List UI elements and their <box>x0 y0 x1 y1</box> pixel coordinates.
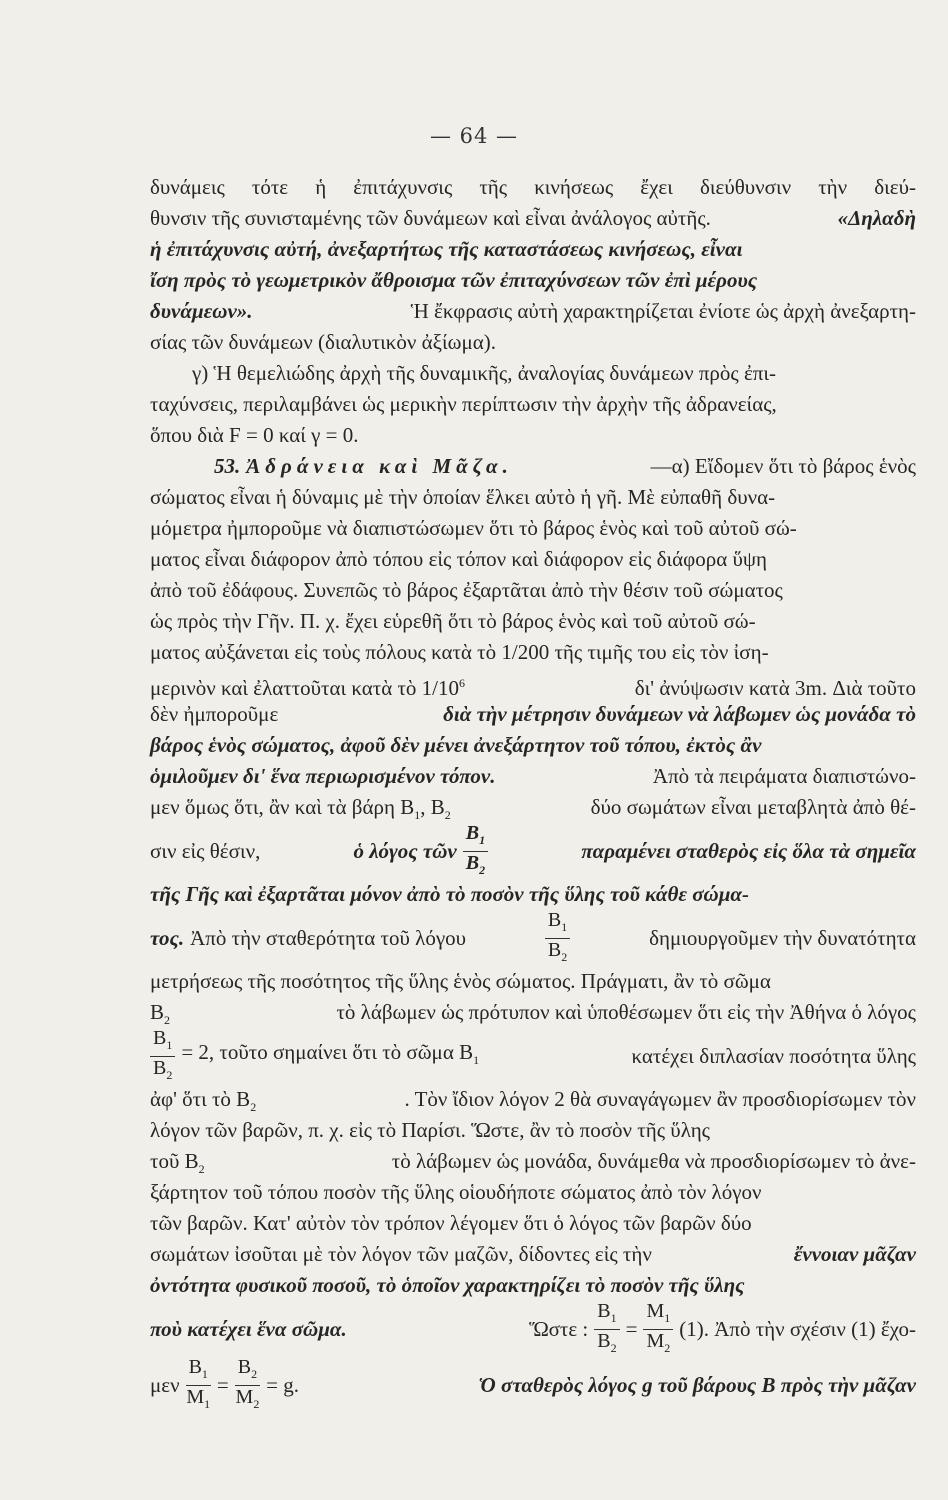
text-line-14: ἀπὸ τοῦ ἐδάφους. Συνεπῶς τὸ βάρος ἐξαρτᾶται ἀπὸ τὴν θέσιν τοῦ σώματος <box>150 578 783 602</box>
text-line-20: ὁμιλοῦμεν δι' ἕνα περιωρισμένον τόπον. Ἀπὸ τὰ πειράματα διαπιστώνο- <box>150 764 916 788</box>
text-line-17: μερινὸν καὶ ἐλαττοῦται κατὰ τὸ $1/10^6$ δι' ἀνύψωσιν κατὰ 3m. Διὰ τοῦτο <box>150 676 916 700</box>
fraction-b1-over-b2: $\frac{B_1}{B_2}$ <box>545 909 570 968</box>
section-number: 53. <box>214 454 241 478</box>
text-line-7: γ) Ἡ θεμελιώδης ἀρχὴ τῆς δυναμικῆς, ἀναλογίας δυνάμεων πρὸς ἐπι- <box>192 361 777 385</box>
text-line-3: ἡ ἐπιτάχυνσις αὐτή, ἀνεξαρτήτως τῆς καταστάσεως κινήσεως, εἶναι <box>150 237 743 261</box>
fraction-m1-over-m2: $\frac{M_1}{M_2}$ <box>643 1300 673 1359</box>
text-line-4: ἴση πρὸς τὸ γεωμετρικὸν ἄθροισμα τῶν ἐπιταχύνσεων τῶν ἐπὶ μέρους <box>150 268 758 292</box>
text-line-27: $\frac{B_1}{B_2}$ = 2, τοῦτο σημαίνει ὅτι τὸ σῶμα $B_1$ κατέχει διπλασίαν ποσότητα ὕλης <box>150 1028 916 1084</box>
text-line-9: ὅπου διὰ F = 0 καί γ = 0. <box>150 423 359 447</box>
fraction-b2-over-m2: $\frac{B_2}{M_2}$ <box>235 1355 260 1411</box>
text-line-21: μεν ὅμως ὅτι, ἂν καὶ τὰ βάρη $B_1$, $B_2$ δύο σωμάτων εἶναι μεταβλητὰ ἀπὸ θέ- <box>150 795 916 823</box>
text-line-12: μόμετρα ἠμποροῦμε νὰ διαπιστώσωμεν ὅτι τὸ βάρος ἑνὸς καὶ τοῦ αὐτοῦ σώ- <box>150 516 797 540</box>
page-number: — 64 — <box>429 124 519 148</box>
fraction-b1-over-b2: $\frac{B_1}{B_2}$ <box>463 822 488 881</box>
text-line-33: σωμάτων ἰσοῦται μὲ τὸν λόγον τῶν μαζῶν, δίδοντες εἰς τὴν ἔννοιαν μᾶζαν <box>150 1242 916 1266</box>
text-line-13: ματος εἶναι διάφορον ἀπὸ τόπου εἰς τόπον καὶ διάφορον εἰς διάφορα ὕψη <box>150 547 768 571</box>
text-line-31: ξάρτητον τοῦ τόπου ποσὸν τῆς ὕλης οἱουδήποτε σώματος ἀπὸ τὸν λόγον <box>150 1180 762 1204</box>
text-line-32: τῶν βαρῶν. Κατ' αὐτὸν τὸν τρόπον λέγομεν ὅτι ὁ λόγος τῶν βαρῶν δύο <box>150 1211 752 1235</box>
text-line-26: $B_2$ τὸ λάβωμεν ὡς πρότυπον καὶ ὑποθέσωμεν ὅτι εἰς τὴν Ἀθήνα ὁ λόγος <box>150 1000 916 1028</box>
text-line-30: τοῦ $B_2$ τὸ λάβωμεν ὡς μονάδα, δυνάμεθα νὰ προσδιορίσωμεν τὸ ἀνε- <box>150 1149 916 1177</box>
fraction-b1-over-b2: $\frac{B_1}{B_2}$ <box>594 1300 619 1359</box>
text-line-28: ἀφ' ὅτι τὸ $B_2$ . Τὸν ἴδιον λόγον 2 θὰ συναγάγωμεν ἂν προσδιορίσωμεν τὸν <box>150 1087 916 1115</box>
text-line-6: σίας τῶν δυνάμεων (διαλυτικὸν ἀξίωμα). <box>150 330 496 354</box>
text-line-5: δυνάμεων». Ἡ ἔκφρασις αὐτὴ χαρακτηρίζεται ἐνίοτε ὡς ἀρχὴ ἀνεξαρτη- <box>150 299 916 323</box>
text-line-29: λόγον τῶν βαρῶν, π. χ. εἰς τὸ Παρίσι. Ὥστε, ἂν τὸ ποσὸν τῆς ὕλης <box>150 1118 710 1142</box>
text-line-22: σιν εἰς θέσιν, ὁ λόγος τῶν $\frac{B_1}{B_2}$ παραμένει σταθερὸς εἰς ὅλα τὰ σημεῖα <box>150 823 916 879</box>
text-line-16: ματος αὐξάνεται εἰς τοὺς πόλους κατὰ τὸ 1/200 τῆς τιμῆς του εἰς τὸν ἰση- <box>150 640 769 664</box>
body-text <box>150 172 916 1413</box>
text-line-8: ταχύνσεις, περιλαμβάνει ὡς μερικὴν περίπτωσιν τὴν ἀρχὴν τῆς ἀδρανείας, <box>150 392 777 416</box>
text-line-36: μεν $\frac{B_1}{M_1}$ = $\frac{B_2}{M_2}$ = g. Ὁ σταθερὸς λόγος g τοῦ βάρους B πρὸς τὴν μᾶζαν <box>150 1357 916 1413</box>
fraction-b1-over-b2: $\frac{B_1}{B_2}$ <box>150 1027 175 1086</box>
text-line-23: τῆς Γῆς καὶ ἐξαρτᾶται μόνον ἀπὸ τὸ ποσὸν τῆς ὕλης τοῦ κάθε σώμα- <box>150 882 750 906</box>
text-line-11: σώματος εἶναι ἡ δύναμις μὲ τὴν ὁποίαν ἕλκει αὐτὸ ἡ γῆ. Μὲ εὐπαθῆ δυνα- <box>150 485 776 509</box>
text-line-15: ὡς πρὸς τὴν Γῆν. Π. χ. ἔχει εὑρεθῆ ὅτι τὸ βάρος ἑνὸς καὶ τοῦ αὐτοῦ σώ- <box>150 609 756 633</box>
text-line-2: θυνσιν τῆς συνισταμένης τῶν δυνάμεων καὶ εἶναι ἀνάλογος αὐτῆς. «Δηλαδὴ <box>150 206 916 230</box>
text-line-25: μετρήσεως τῆς ποσότητος τῆς ὕλης ἑνὸς σώματος. Πράγματι, ἂν τὸ σῶμα <box>150 969 771 993</box>
fraction-b1-over-m1: $\frac{B_1}{M_1}$ <box>186 1355 211 1411</box>
section-heading-53: 53. Ἀδράνεια καὶ Μᾶζα. —α) Εἴδομεν ὅτι τὸ βάρος ἑνὸς <box>150 451 916 482</box>
text-line-35: ποὺ κατέχει ἕνα σῶμα. Ὥστε : $\frac{B_1}{B_2}$ = $\frac{M_1}{M_2}$ (1). Ἀπὸ τὴν σχέσιν (1) ἔχο- <box>150 1301 916 1357</box>
text-line-18: δὲν ἠμποροῦμε διὰ τὴν μέτρησιν δυνάμεων νὰ λάβωμεν ὡς μονάδα τὸ <box>150 702 916 726</box>
text-line-1: δυνάμεις τότε ἡ ἐπιτάχυνσις τῆς κινήσεως ἔχει διεύθυνσιν τὴν διεύ- <box>150 175 916 199</box>
text-line-34: ὀντότητα φυσικοῦ ποσοῦ, τὸ ὁποῖον χαρακτηρίζει τὸ ποσὸν τῆς ὕλης <box>150 1273 745 1297</box>
text-line-24: τος. Ἀπὸ τὴν σταθερότητα τοῦ λόγου $\frac{B_1}{B_2}$ δημιουργοῦμεν τὴν δυνατότητα <box>150 910 916 966</box>
text-line-19: βάρος ἑνὸς σώματος, ἀφοῦ δὲν μένει ἀνεξάρτητον τοῦ τόπου, ἐκτὸς ἂν <box>150 733 762 757</box>
section-title: Ἀδράνεια καὶ Μᾶζα. <box>246 454 513 478</box>
